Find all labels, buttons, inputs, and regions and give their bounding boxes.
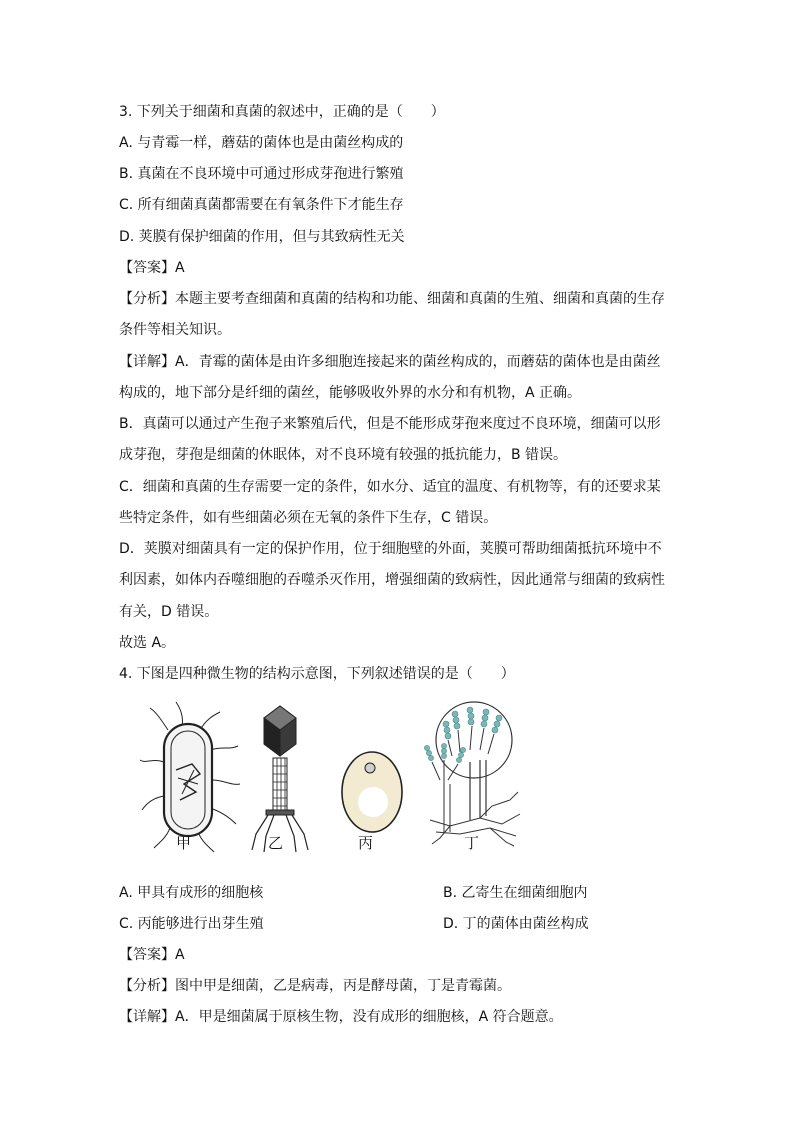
question-4-option-a: A. 甲具有成形的细胞核 (119, 885, 264, 901)
question-3-detail-line-9: 有关，D 错误。 (119, 604, 219, 620)
question-3-detail-line-6: 些特定条件，如有些细菌必须在无氧的条件下生存，C 错误。 (119, 510, 498, 526)
question-3-option-d: D. 荚膜有保护细菌的作用，但与其致病性无关 (119, 229, 405, 245)
question-3-stem: 3. 下列关于细菌和真菌的叙述中，正确的是（ ） (119, 104, 445, 120)
question-4-option-d: D. 丁的菌体由菌丝构成 (443, 916, 589, 932)
question-3-detail-line-1: 【详解】A．青霉的菌体是由许多细胞连接起来的菌丝构成的，而蘑菇的菌体也是由菌丝 (119, 354, 661, 370)
question-4-answer: 【答案】A (119, 947, 185, 963)
question-3-conclusion: 故选 A。 (119, 635, 176, 651)
virus-illustration (252, 706, 308, 852)
question-3-detail-line-2: 构成的，地下部分是纤细的菌丝，能够吸收外界的水分和有机物，A 正确。 (119, 385, 582, 401)
question-3-detail-line-5: C．细菌和真菌的生存需要一定的条件，如水分、适宜的温度、有机物等，有的还要求某 (119, 479, 661, 495)
question-3-answer: 【答案】A (119, 260, 185, 276)
figure-label-jia: 甲 (176, 834, 192, 852)
question-4-stem: 4. 下图是四种微生物的结构示意图，下列叙述错误的是（ ） (119, 666, 515, 682)
penicillium-illustration (424, 702, 520, 846)
question-3-detail-line-4: 成芽孢，芽孢是细菌的休眠体，对不良环境有较强的抵抗能力，B 错误。 (119, 447, 568, 463)
question-3-analysis-line-2: 条件等相关知识。 (119, 322, 231, 338)
figure-label-yi: 乙 (268, 834, 284, 852)
question-3-detail-line-8: 利因素，如体内吞噬细胞的吞噬杀灭作用，增强细菌的致病性，因此通常与细菌的致病性 (119, 572, 665, 588)
question-4-detail: 【详解】A．甲是细菌属于原核生物，没有成形的细胞核，A 符合题意。 (119, 1009, 563, 1025)
question-3-detail-line-7: D．荚膜对细菌具有一定的保护作用，位于细胞壁的外面，荚膜可帮助细菌抵抗环境中不 (119, 541, 662, 557)
question-4-option-c: C. 丙能够进行出芽生殖 (119, 916, 264, 932)
microorganism-figure (140, 700, 540, 860)
question-4-option-b: B. 乙寄生在细菌细胞内 (443, 885, 588, 901)
question-4-analysis: 【分析】图中甲是细菌，乙是病毒，丙是酵母菌，丁是青霉菌。 (119, 978, 511, 994)
question-3-option-c: C. 所有细菌真菌都需要在有氧条件下才能生存 (119, 197, 404, 213)
yeast-illustration (342, 752, 402, 832)
figure-label-ding: 丁 (464, 834, 480, 852)
question-3-option-a: A. 与青霉一样，蘑菇的菌体也是由菌丝构成的 (119, 135, 404, 151)
question-3-option-b: B. 真菌在不良环境中可通过形成芽孢进行繁殖 (119, 166, 404, 182)
figure-label-bing: 丙 (358, 834, 374, 852)
question-3-detail-line-3: B．真菌可以通过产生孢子来繁殖后代，但是不能形成芽孢来度过不良环境，细菌可以形 (119, 416, 661, 432)
bacterium-illustration (140, 702, 240, 852)
question-3-analysis-line-1: 【分析】本题主要考查细菌和真菌的结构和功能、细菌和真菌的生殖、细菌和真菌的生存 (119, 291, 665, 307)
